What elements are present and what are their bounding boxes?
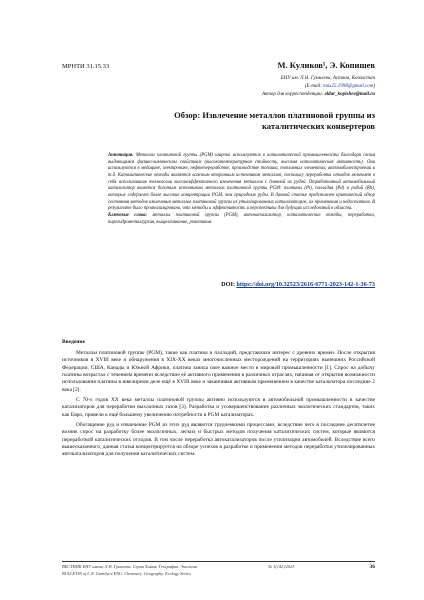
doi-line	[221, 281, 375, 288]
correspondence-email-link[interactable]: eldar_kopishev@mail.ru	[324, 91, 375, 97]
keywords-paragraph	[108, 213, 375, 226]
correspondence-label: Автор для корреспонденции:	[262, 91, 325, 97]
email-close: )	[373, 83, 375, 89]
abstract-paragraph	[108, 153, 375, 213]
footer-issue: № 1(142)/2023	[268, 564, 295, 569]
doi-link[interactable]: https://doi.org/10.32523/2616-6771-2023-142-1-36-73	[236, 281, 375, 288]
author-names: М. Куликов¹, Э. Копишев	[277, 60, 375, 70]
section-heading: Введение	[62, 339, 86, 345]
footer-journal	[62, 564, 197, 578]
page-number: 36	[369, 564, 375, 570]
body-paragraph: Металлы платиновой группы (PGM), такие как платина и палладий, представляли интерес с древних времен. После открытия источников в XVIII веке и обнаружения в XIX-XX веках многочисленных месторождений на территориях нынешних Российской Федерации, США, Канады и Южной Африки, платина заняла свое важное место в мировой промышленности [1]. Спрос на добычу платины возрастал с течением времени вследствие её активного применения в различных отраслях, начиная от открытия возможности использования платины в ювелирном деле ещё в XVIII веке и заканчивая активным применением в качестве катализатора последние 2 века [2].	[62, 350, 375, 393]
affiliation-institution: ЕНУ им. Л.Н. Гумилева, Астана, Казахстан	[280, 76, 375, 81]
footer-journal-ru: ВЕСТНИК ЕНУ имени Л.Н. Гумилева. Серия Химия. География. Экология	[62, 564, 197, 569]
body-paragraph: Обогащение руд и извлечение PGM из этих руд являются трудоемкими процессами, вследствие чего в последние десятилетие возник спрос на разработку более экологичных, легких и быстрых методов получения каталитических систем, которые являются переработкой каталитических отходов. В том числе переработка автокатализаторов после утилизации автомобилей. Вследствие всего вышесказанного, данная статья концентрируется на обзоре успехов в разработке и применении методов переработки утилизированных автокатализаторов для получения каталитических систем.	[62, 422, 375, 458]
author-affiliation	[175, 75, 375, 98]
body-paragraph: С 70-х годов XX века металлы платиновой группы активно используются в автомобильной промышленности в качестве катализаторов для переработки выхлопных газов [3]. Разработка и усовершенствование различных экологических стандартов, таких как Евро, привели к ещё большему увеличению потребности в PGM катализаторах.	[62, 397, 375, 418]
article-title: Обзор: Извлечение металлов платиновой группы из каталитических конвертеров	[174, 110, 375, 132]
keywords-label: Ключевые слова:	[108, 213, 148, 219]
body-text	[62, 350, 375, 459]
footer-journal-en: BULLETIN of L.N. Gumilyov ENU. Chemistry. Geography. Ecology Series	[62, 570, 191, 576]
doi-label: DOI:	[221, 281, 237, 288]
correspondence-line	[175, 91, 375, 99]
author-email-link[interactable]: max25.1998@gmail.com	[323, 83, 374, 89]
email-label: (E-mail:	[304, 83, 324, 89]
affiliation-email-line	[175, 83, 375, 91]
footer-divider	[62, 561, 375, 562]
keywords-text: металлы платиновой группы (PGM), автокатализатор, каталитические отходы, переработка, пирогидрометаллургия, выщелачивание, реактивом.	[108, 213, 375, 225]
abstract-block	[108, 153, 375, 226]
mrnti-code: МРНТИ 31.15.33	[62, 63, 110, 70]
abstract-text: Металлы платиновой группы (PGM) широко используются в каталитической промышленности благодаря своим выдающимся физико-химическим свойствам (высокотемпературная стойкость, высокая каталитическая активность). Они используются в медицине, электронике, нефтепереработке, производстве топлива, топливных элементах, автомобилестроении и т.д. Каталитические отходы являются важным вторичным источником металлов, поскольку переработка отходов включает в себя использование технологии высокоэффективного извлечения металлов с длинной их рудой. Отработанный автомобильный катализатор является богатым источником металлов платиновой группы PGM: платины (Pt), палладия (Pd) и родий (Rh), которые содержат более высокие концентрации PGM, чем природные руды. В данной статье представлен критический обзор состояния методов извлечения металлов платиновой группы из утилизированных катализаторов, их применения и недостатков. В результате было проанализировано, что методы и эффективность и перспективы для будущих исследований в области.	[108, 153, 376, 212]
abstract-label: Аннотация.	[108, 153, 134, 158]
